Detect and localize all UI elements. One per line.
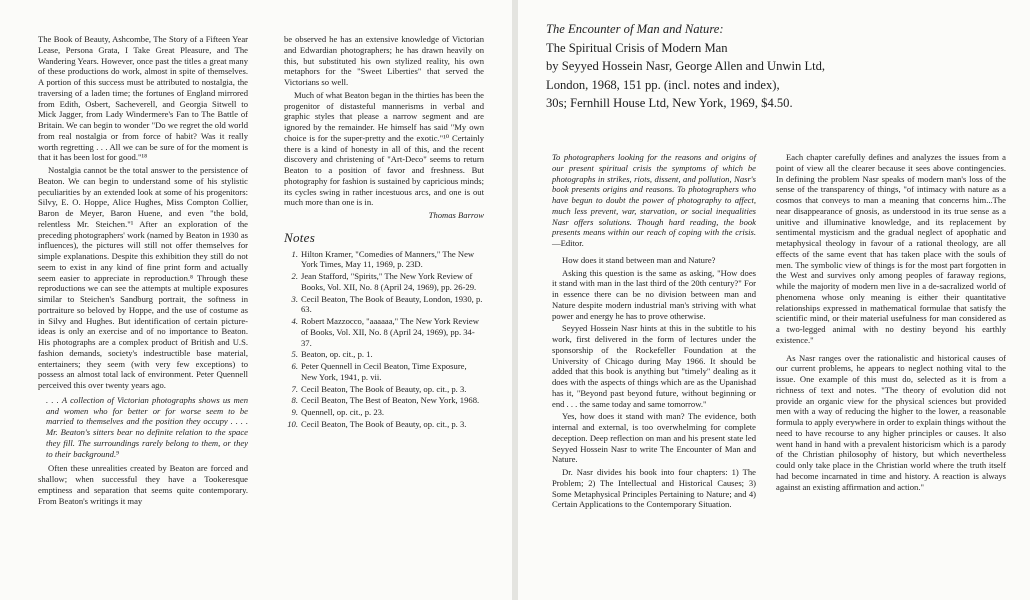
note-item bbox=[284, 271, 484, 293]
note-text: Cecil Beaton, The Best of Beaton, New York, 1968. bbox=[301, 395, 480, 406]
note-text: Cecil Beaton, The Book of Beauty, London, 1930, p. 63. bbox=[301, 293, 483, 315]
paragraph: Much of what Beaton began in the thirties has been the progenitor of distasteful mannerisms in verbal and graphic styles that please a narrow segment and are ignored by the remainder. He himself has said "My own choice is for the super-pretty and the exotic."¹⁰ Certainly there is a kind of honesty in all of this, and the recent discovery and christening of "Art-Deco" seems to return Beaton to a position of favor and freshness. But photography for fashion is sustained by capricious minds; its cycles swing in rather incestuous arcs, and one is out much more than one is in. bbox=[284, 89, 484, 208]
paragraph: be observed he has an extensive knowledge of Victorian and Edwardian photographers; he has drawn heavily on this, but substituted his own stylized reality, his own metaphors for the "Sweet Liberties" that served the Victorians so well. bbox=[284, 34, 484, 87]
book-price: 30s; Fernhill House Ltd, New York, 1969, $4.50. bbox=[546, 96, 793, 111]
note-text: Jean Stafford, "Spirits," The New York Review of Books, Vol. XII, No. 8 (April 24, 1969), pp. 26-29. bbox=[301, 271, 477, 292]
note-number: 7. bbox=[291, 383, 298, 394]
note-number: 3. bbox=[291, 293, 298, 304]
paragraph: How does it stand between man and Nature? bbox=[562, 254, 716, 265]
book-publication: London, 1968, 151 pp. (incl. notes and index), bbox=[546, 77, 780, 92]
book-header bbox=[546, 20, 1016, 113]
note-number: 4. bbox=[291, 316, 298, 326]
paragraph: Each chapter carefully defines and analyzes the issues from a point of view all the clearer because it sees above contingencies. In defining the problem Nasr speaks of modern man's loss of the sense of the transparency of things, "of intimacy with nature as a cosmos that conveys to man a meaning that concerns him...The near disappearance of gnosis, as understood in its true sense as a unitive and illuminative knowledge, and its replacement by sentimental mysticism and the gradual neglect of apophatic and metaphysical theology in favour of a rational theology, are all effects of the same event that has taken place with the souls of men. The symbolic view of things is for the most part forgotten in the West and survives only among peoples of faraway regions, while the majority of modern men live in a de-sacralized world of phenomena whose only meaning is either their quantitative relationships expressed in mathematical formulae that satisfy the scientific mind, or their material usefulness for man considered as a two-legged animal with no destiny beyond his earthly existence." bbox=[776, 152, 1006, 345]
editor-credit: —Editor. bbox=[552, 238, 584, 248]
paragraph: Dr. Nasr divides his book into four chapters: 1) The Problem; 2) The Intellectual and Historical Causes; 3) Some Metaphysical Principles Pertaining to Nature; and 4) Certain Applications to the Contemporary Situation. bbox=[552, 467, 756, 510]
block-quote bbox=[46, 395, 248, 460]
note-item bbox=[284, 361, 484, 383]
book-subtitle: The Spiritual Crisis of Modern Man bbox=[546, 40, 728, 55]
note-item bbox=[284, 249, 484, 271]
paragraph: Asking this question is the same as asking, "How does it stand with man in the last third of the 20th century?" For in essence there can be no division between man and Nature despite modern industrial man's striving with what power and energy he has to prove otherwise. bbox=[552, 267, 756, 321]
editor-introduction bbox=[552, 152, 756, 249]
book-author: by Seyyed Hossein Nasr, George Allen and Unwin Ltd, bbox=[546, 59, 826, 74]
note-number: 8. bbox=[291, 395, 298, 406]
notes-heading: Notes bbox=[284, 229, 316, 245]
paragraph: The Book of Beauty, Ashcombe, The Story of a Fifteen Year Lease, Persona Grata, I Take Great Pleasure, and The Wandering Years. However, once past the titles a great many of these productions do work, almost in spite of themselves. A portion of this success must be attributed to nostalgia, the traversing of a laden time; the fortunes of England mirrored from Edith, Osbert, Sacheverell, and Georgia Sitwell to Mick Jagger, from Lady Windermere's Fan to The Battle of Britain. We can begin to wonder "Do we regret the old world from real nostalgia or from force of habit? Was it really worth regretting . . . All we can be sure of for the moment is that it has been lost for good."¹⁸ bbox=[38, 34, 248, 163]
note-number: 5. bbox=[291, 349, 298, 360]
notes-list bbox=[284, 249, 484, 430]
left-page bbox=[0, 0, 512, 600]
paragraph: Seyyed Hossein Nasr hints at this in the subtitle to his work, first delivered in the form of lectures under the sponsorship of the Rockefeller Foundation at the University of Chicago during May 1966. It should be added that this book is anything but "timely" dealing as it does with the aspects of things which are as the Upanishad has it, "Beyond past beyond future, without beginning or end . . . the same today and same tomorrow." bbox=[552, 323, 756, 409]
note-item bbox=[284, 349, 484, 360]
paragraph: As Nasr ranges over the rationalistic and historical causes of our current problems, he appears to neglect nothing vital to the issue. One example of this must do, selected as it is from a richness of text and notes. "The theory of evolution did not provide an organic view for the physical sciences but provided men with a way of reducing the higher to the lower, a reasonable formula to apply everywhere in order to explain things without the need to have recourse to any higher principles or causes. It also went hand in hand with a prevalent historicism which is a parody of the Christian philosophy of history, but which nevertheless could only take place in the Christian world where the truth itself had become incarnated in time and history. A reaction is always against an existing affirmation and action." bbox=[776, 352, 1006, 492]
note-item bbox=[284, 407, 484, 418]
author-signature: Thomas Barrow bbox=[428, 210, 484, 220]
note-item bbox=[284, 395, 484, 406]
note-item bbox=[284, 294, 484, 316]
intro-text: To photographers looking for the reasons and origins of our present spiritual crisis the symptoms of which be photographs in strikes, riots, dissent, and pollution, Nasr's book presents origins and reasons. To photographers who have begun to doubt the power of photography to affect, much less prevent, war, starvation, or social inequalities Nasr offers solutions. Though hard reading, the book presents means within our reach of coping with the crisis. bbox=[552, 152, 756, 238]
paragraph: Yes, how does it stand with man? The evidence, both internal and external, is too overwhelming for complete deception. Deep reflection on man and his present state led Seyyed Hossein Nasr to write The Encounter of Man and Nature. bbox=[552, 411, 756, 465]
book-title: The Encounter of Man and Nature: bbox=[546, 22, 724, 36]
note-number: 10. bbox=[287, 418, 298, 429]
right-page bbox=[518, 0, 1030, 600]
paragraph: Nostalgia cannot be the total answer to the persistence of Beaton. We can begin to understand some of his stylistic peculiarities by an extended look at some of his progenitors: Silvy, E. O. Hoppe, Alice Hughes, Miss Compton Collier, Baron de Meyer, Baron Huene, and even "the bold, relentless Mr. Steichen."¹ After an exploration of the preceding photographers' work (named by Beaton in 1930 as influences), the pictures will still not offer themselves for simple explanations. Despite this exhibition they still do not seem to exist in any kind of fine print form and actually seem easier to appreciate in reproduction.⁸ Through these reproductions we can see the attempts at multiple exposures similar to Steichen's Sandburg portrait, the softness in portraiture so beloved by Hoppe, and the use of costume as in Silvy and Hughes. But identification of certain picture-ideas is only an exercise and of no importance to Beaton. His photographs are a complex product of British and U.S. fashion demands, society's indestructible base material, entertainers; they seem (with very few exceptions) to possess an almost total lack of environment. Peter Quennell perceived this over twenty years ago. bbox=[38, 165, 248, 390]
note-number: 1. bbox=[291, 248, 298, 259]
note-text: Beaton, op. cit., p. 1. bbox=[301, 349, 373, 360]
note-number: 2. bbox=[291, 271, 298, 281]
paragraph: Often these unrealities created by Beaton are forced and shallow; when successful they have a Tookeresque emptiness and separation that seems quite contemporary. From Beaton's writings it may bbox=[38, 463, 248, 506]
right-column-2 bbox=[776, 152, 1006, 492]
note-text: Quennell, op. cit., p. 23. bbox=[301, 407, 385, 417]
quote-text: . . . A collection of Victorian photographs shows us men and women who for better or for worse seem to be married to themselves and the position they occupy . . . . Mr. Beaton's sitters bear no definite relation to the space they fill. The surroundings rarely belong to them, or they to their background.⁹ bbox=[46, 394, 248, 459]
note-text: Peter Quennell in Cecil Beaton, Time Exposure, New York, 1941, p. vii. bbox=[301, 361, 467, 382]
note-number: 9. bbox=[291, 407, 298, 417]
left-column-1 bbox=[38, 34, 248, 506]
note-item bbox=[284, 316, 484, 348]
note-text: Robert Mazzocco, "aaaaaa," The New York Review of Books, Vol. XII, No. 8 (April 24, 1969), pp. 34-37. bbox=[301, 316, 479, 348]
note-item bbox=[284, 419, 484, 430]
right-column-1 bbox=[552, 152, 756, 510]
note-text: Hilton Kramer, "Comedies of Manners," The New York Times, May 11, 1969, p. 23D. bbox=[301, 248, 475, 270]
note-item bbox=[284, 384, 484, 395]
note-text: Cecil Beaton, The Book of Beauty, op. cit., p. 3. bbox=[301, 383, 467, 394]
left-column-2 bbox=[284, 34, 484, 431]
note-text: Cecil Beaton, The Book of Beauty, op. cit., p. 3. bbox=[301, 418, 467, 429]
note-number: 6. bbox=[291, 361, 298, 371]
